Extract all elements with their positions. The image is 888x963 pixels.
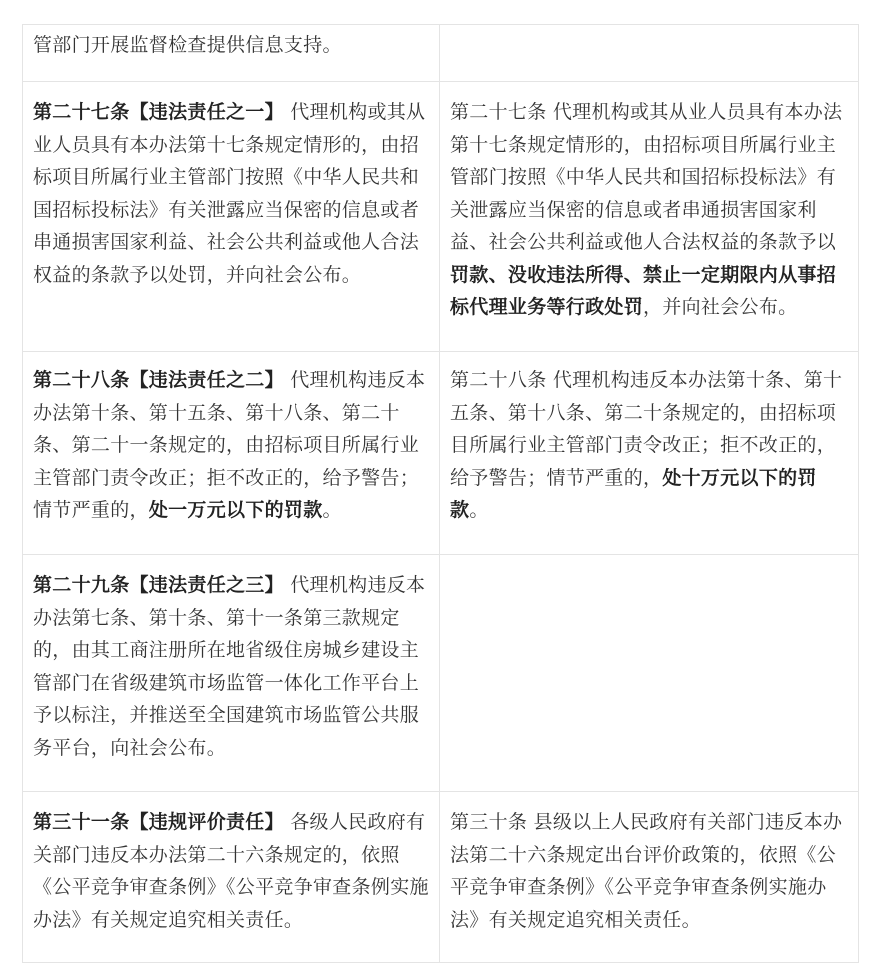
emphasis-text: 罚款、没收违法所得、禁止一定期限内从事招标代理业务等行政处罚	[450, 263, 837, 318]
right-cell	[440, 25, 859, 82]
article-text: 第三十条 县级以上人民政府有关部门违反本办法第二十六条规定出台评价政策的，依照《公平竞争审查条例》《公平竞争审查条例实施办法》有关规定追究相关责任。	[450, 811, 843, 931]
table-row	[23, 352, 859, 555]
article-heading: 第二十七条【违法责任之一】	[33, 101, 284, 123]
left-cell	[23, 555, 440, 792]
comparison-table	[22, 24, 859, 963]
left-cell	[23, 352, 440, 555]
table-row	[23, 82, 859, 352]
emphasis-text: 处十万元以下的罚款	[450, 466, 817, 521]
emphasis-text: 处一万元以下的罚款	[148, 499, 323, 521]
right-cell	[440, 792, 859, 963]
article-text-tail: ，并向社会公布。	[643, 296, 798, 318]
right-cell	[440, 352, 859, 555]
article-text: 第二十七条 代理机构或其从业人员具有本办法第十七条规定情形的，由招标项目所属行业主管部门按照《中华人民共和国招标投标法》有关泄露应当保密的信息或者串通损害国家利益、社会公共利益或他人合法权益的条款予以	[450, 101, 843, 253]
article-text: 代理机构违反本办法第七条、第十条、第十一条第三款规定的，由其工商注册所在地省级住房城乡建设主管部门在省级建筑市场监管一体化工作平台上予以标注，并推送至全国建筑市场监管公共服务平台，向社会公布。	[33, 574, 426, 759]
article-heading: 第二十九条【违法责任之三】	[33, 574, 284, 596]
article-text: 代理机构违反本办法第十条、第十五条、第十八条、第二十条、第二十一条规定的，由招标项目所属行业主管部门责令改正；拒不改正的，给予警告；情节严重的，	[33, 369, 426, 521]
table-row	[23, 555, 859, 792]
table-row	[23, 792, 859, 963]
article-text-tail: 。	[469, 499, 489, 521]
left-cell	[23, 25, 440, 82]
article-heading: 第三十一条【违规评价责任】	[33, 811, 284, 833]
table-row	[23, 25, 859, 82]
article-heading: 第二十八条【违法责任之二】	[33, 369, 284, 391]
article-text: 代理机构或其从业人员具有本办法第十七条规定情形的，由招标项目所属行业主管部门按照《中华人民共和国招标投标法》有关泄露应当保密的信息或者串通损害国家利益、社会公共利益或他人合法权益的条款予以处罚，并向社会公布。	[33, 101, 426, 286]
left-cell	[23, 82, 440, 352]
right-cell	[440, 555, 859, 792]
article-text-tail: 。	[322, 499, 342, 521]
left-cell	[23, 792, 440, 963]
right-cell	[440, 82, 859, 352]
article-text: 第二十八条 代理机构违反本办法第十条、第十五条、第十八条、第二十条规定的，由招标项目所属行业主管部门责令改正；拒不改正的，给予警告；情节严重的，	[450, 369, 843, 489]
article-text: 各级人民政府有关部门违反本办法第二十六条规定的，依照《公平竞争审查条例》《公平竞争审查条例实施办法》有关规定追究相关责任。	[33, 811, 429, 931]
article-text: 管部门开展监督检查提供信息支持。	[33, 34, 342, 56]
